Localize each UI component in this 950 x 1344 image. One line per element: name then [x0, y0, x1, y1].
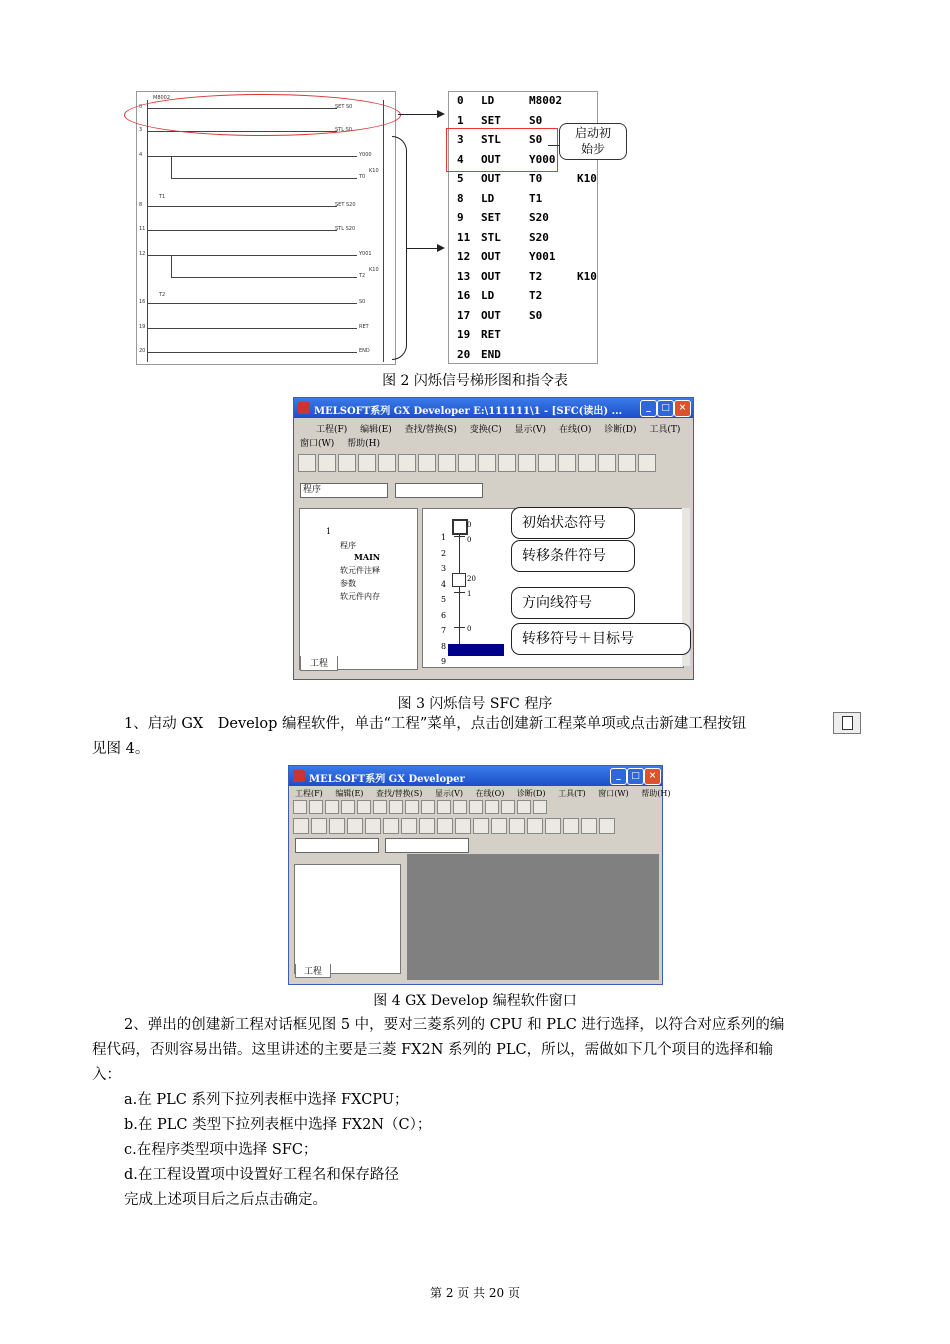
instruction-step: 0 — [457, 94, 464, 107]
main-toolbar — [293, 800, 549, 818]
device-batch-icon[interactable] — [618, 454, 636, 472]
arrow-line — [406, 248, 438, 249]
cut-icon[interactable] — [357, 800, 371, 814]
sfc-mark-label: 20 — [467, 575, 476, 583]
instruction-row — [449, 326, 597, 345]
sfc-row-number: 3 — [441, 564, 447, 573]
sfc-transition-mark[interactable] — [454, 627, 465, 628]
monitor-icon[interactable] — [517, 800, 531, 814]
write-plc-icon[interactable] — [485, 800, 499, 814]
instruction-op: STL — [481, 133, 501, 146]
list-item: b.在 PLC 类型下拉列表框中选择 FX2N（C）； — [124, 1117, 432, 1133]
copy-icon[interactable] — [373, 800, 387, 814]
workspace-area — [407, 854, 659, 980]
instruction-step: 8 — [457, 191, 464, 205]
instruction-row — [449, 346, 597, 365]
secondary-select[interactable] — [395, 483, 483, 498]
rung-number: 20 — [139, 348, 146, 354]
tab-project[interactable]: 工程 — [300, 656, 338, 671]
document-icon — [842, 716, 853, 730]
vline-icon[interactable] — [419, 818, 435, 834]
ladder-tool-icon[interactable] — [599, 818, 615, 834]
menu-item[interactable]: 编辑(E) — [335, 789, 364, 798]
sfc-direction-line — [459, 525, 460, 651]
undo-icon[interactable] — [438, 454, 456, 472]
gx-developer-window-sfc — [293, 397, 694, 680]
instruction-op: RET — [481, 328, 501, 341]
menu-item[interactable]: 窗口(W) — [300, 439, 335, 449]
callout-pointer — [548, 145, 560, 146]
zoom-icon[interactable] — [533, 800, 547, 814]
callout-direction-line: 方向线符号 — [511, 587, 635, 619]
tree-root[interactable]: 1 — [326, 527, 332, 536]
menu-item[interactable]: 查找/替换(S) — [375, 789, 423, 798]
callout-line: 始步 — [580, 142, 605, 156]
ladder-right-rail — [383, 100, 384, 362]
rung-line — [171, 178, 357, 179]
instruction-op: LD — [481, 191, 495, 205]
k-label: K10 — [369, 267, 379, 273]
instruction-op: STL — [481, 230, 501, 244]
ladder-tool-icon[interactable] — [581, 818, 597, 834]
minimize-icon[interactable]: _ — [640, 400, 657, 417]
rung-line — [147, 230, 337, 231]
new-project-button-icon — [833, 712, 861, 734]
menu-item[interactable]: 诊断(D) — [604, 425, 637, 435]
close-icon[interactable]: × — [674, 400, 691, 417]
sfc-row-number: 9 — [441, 657, 447, 666]
sfc-row-number: 4 — [441, 579, 447, 589]
rung-line — [147, 352, 357, 353]
redo-icon[interactable] — [421, 800, 435, 814]
sfc-mark-label: 1 — [467, 590, 472, 598]
instruction-arg: Y000 — [529, 152, 556, 166]
new-file-icon[interactable] — [293, 800, 307, 814]
sfc-mark-label: 0 — [467, 625, 472, 633]
instruction-op: SET — [481, 113, 501, 127]
menu-item[interactable]: 工具(T) — [649, 425, 681, 435]
menu-item[interactable]: 窗口(W) — [598, 789, 629, 798]
highlight-oval — [124, 94, 401, 136]
application-icon[interactable] — [383, 818, 399, 834]
window-title: MELSOFT系列 GX Developer — [309, 774, 465, 785]
instruction-row — [449, 268, 597, 287]
ladder-left-rail — [147, 100, 148, 362]
rung-number: 3 — [139, 127, 143, 133]
cut-icon[interactable] — [378, 454, 396, 472]
minimize-icon[interactable]: _ — [610, 768, 627, 785]
rung-coil: SET S20 — [335, 202, 356, 208]
instruction-op: OUT — [481, 172, 501, 185]
instruction-row — [449, 170, 597, 189]
program-list-icon[interactable] — [638, 454, 656, 472]
menu-item[interactable]: 查找/替换(S) — [404, 425, 457, 435]
instruction-step: 3 — [457, 133, 464, 146]
menu-item[interactable]: 帮助(H) — [641, 789, 671, 798]
paragraph-line: 完成上述项目后之后点击确定。 — [124, 1192, 327, 1208]
window-title: MELSOFT系列 GX Developer E:\111111\1 - [SFC(读出) ... — [314, 406, 623, 417]
instruction-step: 13 — [457, 269, 471, 283]
save-icon[interactable] — [325, 800, 339, 814]
sfc-step-box[interactable] — [452, 519, 468, 535]
figure-caption: 图 4 GX Develop 编程软件窗口 — [373, 993, 577, 1009]
search-icon[interactable] — [437, 800, 451, 814]
instruction-op: OUT — [481, 308, 501, 322]
menu-item[interactable]: 显示(V) — [514, 425, 547, 435]
rung-number: 19 — [139, 324, 146, 330]
instruction-step: 12 — [457, 250, 471, 263]
rung-number: 8 — [139, 202, 143, 208]
rung-number: 4 — [139, 152, 143, 158]
parallel-icon[interactable] — [329, 818, 345, 834]
instruction-arg: T2 — [529, 269, 543, 283]
callout-initial-state: 初始状态符号 — [511, 507, 635, 539]
redo-icon[interactable] — [458, 454, 476, 472]
menu-item[interactable]: 变换(C) — [469, 425, 502, 435]
k-label: K10 — [369, 168, 379, 174]
arrow-head — [437, 110, 445, 118]
parallel-b-icon[interactable] — [347, 818, 363, 834]
monitor-icon[interactable] — [578, 454, 596, 472]
rung-coil: S0 — [359, 299, 366, 305]
instruction-arg: M8002 — [529, 94, 563, 107]
instruction-step: 1 — [457, 113, 464, 127]
instruction-arg: S20 — [529, 211, 549, 224]
arrow-head — [437, 244, 445, 252]
hline-icon[interactable] — [401, 818, 417, 834]
instruction-row — [449, 190, 597, 209]
callout-start-step — [559, 123, 627, 160]
menu-item[interactable]: 诊断(D) — [516, 789, 546, 798]
paste-icon[interactable] — [389, 800, 403, 814]
maximize-icon[interactable]: □ — [627, 768, 644, 785]
instruction-op: LD — [481, 94, 495, 107]
sfc-row-number: 5 — [441, 595, 447, 604]
instruction-k: K10 — [577, 172, 597, 185]
menu-item[interactable]: 帮助(H) — [347, 439, 381, 449]
sfc-row-number: 1 — [441, 533, 447, 542]
app-logo-icon — [293, 770, 305, 782]
paragraph-line: 见图 4。 — [92, 741, 150, 757]
menu-item[interactable]: 在线(O) — [475, 789, 505, 798]
instruction-step: 20 — [457, 347, 471, 361]
ladder-toolbar — [293, 818, 617, 836]
instruction-row — [449, 248, 597, 267]
read-plc-icon[interactable] — [501, 800, 515, 814]
rung-coil: T0 — [359, 174, 366, 180]
instruction-row — [449, 209, 597, 228]
list-item: a.在 PLC 系列下拉列表框中选择 FXCPU； — [124, 1092, 409, 1108]
instruction-step: 9 — [457, 211, 464, 224]
menu-item[interactable]: 在线(O) — [558, 425, 592, 435]
rung-coil: END — [359, 348, 370, 354]
find-instruction-icon[interactable] — [469, 800, 483, 814]
rung-number: 16 — [139, 299, 146, 305]
menu-item[interactable]: 工具(T) — [558, 789, 586, 798]
contact-label: T1 — [159, 194, 166, 200]
find-device-icon[interactable] — [453, 800, 467, 814]
rung-line — [147, 156, 357, 157]
draw-line-icon[interactable] — [545, 818, 561, 834]
contact-b-icon[interactable] — [311, 818, 327, 834]
main-toolbar — [298, 454, 658, 472]
rung-line — [147, 255, 357, 256]
sfc-step-box[interactable] — [452, 573, 466, 587]
menubar — [295, 788, 671, 799]
print-icon[interactable] — [341, 800, 355, 814]
callout-transition-target: 转移符号＋目标号 — [511, 623, 691, 655]
page-footer: 第 2 页 共 20 页 — [430, 1286, 520, 1300]
instruction-step: 17 — [457, 308, 471, 322]
branch-line — [171, 156, 172, 178]
undo-icon[interactable] — [405, 800, 419, 814]
instruction-op: OUT — [481, 152, 501, 166]
instruction-row — [449, 307, 597, 326]
read-plc-icon[interactable] — [558, 454, 576, 472]
invert-icon[interactable] — [473, 818, 489, 834]
sfc-mark-label: 0 — [467, 536, 472, 544]
open-icon[interactable] — [309, 800, 323, 814]
secondary-select[interactable] — [385, 838, 469, 853]
instruction-op: OUT — [481, 250, 501, 263]
tree-item-memory[interactable]: 软元件内存 — [340, 592, 380, 601]
new-file-icon[interactable] — [298, 454, 316, 472]
instruction-arg: T2 — [529, 289, 543, 302]
instruction-arg: T1 — [529, 191, 543, 205]
rung-line — [147, 303, 357, 304]
program-select[interactable] — [295, 838, 379, 853]
sfc-mark-label: 0 — [467, 521, 472, 529]
sfc-transition-mark[interactable] — [454, 592, 465, 593]
rung-coil: RET — [359, 324, 369, 330]
sfc-row-number: 7 — [441, 626, 447, 635]
menubar — [316, 422, 693, 435]
highlight-box — [446, 128, 558, 172]
menu-item[interactable]: 工程(F) — [316, 425, 348, 435]
menu-item[interactable]: 编辑(E) — [360, 425, 392, 435]
rung-coil: STL S20 — [335, 226, 356, 232]
sfc-cursor — [448, 644, 504, 656]
instruction-step: 5 — [457, 172, 464, 185]
rung-coil: T2 — [359, 273, 366, 279]
tab-project[interactable]: 工程 — [295, 964, 331, 978]
rung-number: 0 — [139, 104, 143, 110]
instruction-row — [449, 92, 597, 111]
program-select[interactable]: 程序 — [300, 483, 388, 498]
save-icon[interactable] — [338, 454, 356, 472]
coil-icon[interactable] — [365, 818, 381, 834]
delete-vline-icon[interactable] — [527, 818, 543, 834]
window-titlebar — [294, 398, 693, 418]
instruction-arg: S20 — [529, 230, 549, 244]
instruction-step: 16 — [457, 289, 471, 302]
figure-caption: 图 2 闪烁信号梯形图和指令表 — [382, 373, 568, 389]
tree-item-main[interactable]: MAIN — [354, 552, 381, 562]
sfc-row-number: 8 — [441, 641, 447, 651]
contact-label: T2 — [159, 292, 166, 298]
list-item: c.在程序类型项中选择 SFC； — [124, 1142, 318, 1158]
rung-line — [171, 277, 357, 278]
figure-caption: 图 3 闪烁信号 SFC 程序 — [397, 696, 553, 712]
rung-coil: Y000 — [359, 152, 372, 158]
menubar-row2 — [300, 436, 693, 449]
find-device-icon[interactable] — [498, 454, 516, 472]
list-item: d.在工程设置项中设置好工程名和保存路径 — [124, 1167, 399, 1183]
rung-number: 12 — [139, 251, 146, 257]
paste-icon[interactable] — [418, 454, 436, 472]
instruction-op: LD — [481, 289, 495, 302]
instruction-arg: S0 — [529, 133, 543, 146]
instruction-arg: T0 — [529, 172, 543, 185]
sfc-row-number: 2 — [441, 548, 447, 558]
instruction-op: END — [481, 347, 501, 361]
copy-icon[interactable] — [398, 454, 416, 472]
close-icon[interactable]: × — [644, 768, 661, 785]
paragraph-line: 1、启动 GX Develop 编程软件，单击“工程”菜单，点击创建新工程菜单项或点击新建工程按钮 — [124, 716, 747, 732]
rung-coil: STL S0 — [335, 127, 352, 133]
print-icon[interactable] — [358, 454, 376, 472]
instruction-arg: Y001 — [529, 250, 556, 263]
paragraph-line: 程代码，否则容易出错。这里讲述的主要是三菱 FX2N 系列的 PLC，所以，需做如下几个项目的选择和输 — [92, 1042, 774, 1058]
maximize-icon[interactable]: □ — [657, 400, 674, 417]
open-icon[interactable] — [318, 454, 336, 472]
sfc-transition-mark[interactable] — [454, 536, 465, 537]
rung-line — [147, 328, 357, 329]
delete-line-icon[interactable] — [509, 818, 525, 834]
zoom-icon[interactable] — [598, 454, 616, 472]
tree-item-parameter[interactable]: 参数 — [340, 579, 356, 588]
instruction-step: 11 — [457, 230, 471, 244]
menu-item[interactable]: 显示(V) — [434, 789, 463, 798]
instruction-op: SET — [481, 211, 501, 224]
instruction-k: K10 — [577, 269, 597, 283]
operation-icon[interactable] — [491, 818, 507, 834]
instruction-row — [449, 287, 597, 306]
callout-line: 启动初 — [574, 126, 611, 140]
pulse-icon[interactable] — [437, 818, 453, 834]
rung-coil: Y001 — [359, 251, 372, 257]
tree-item-program[interactable]: 程序 — [340, 541, 356, 550]
window-titlebar — [289, 766, 662, 786]
branch-line — [171, 255, 172, 277]
search-icon[interactable] — [478, 454, 496, 472]
contact-icon[interactable] — [293, 818, 309, 834]
menu-item[interactable]: 工程(F) — [295, 789, 323, 798]
project-tree — [299, 508, 418, 670]
pulse-b-icon[interactable] — [455, 818, 471, 834]
instruction-op: OUT — [481, 269, 501, 283]
project-tree — [294, 864, 401, 974]
instruction-step: 4 — [457, 152, 464, 166]
ladder-contact-label: M8002 — [153, 95, 171, 101]
instruction-row — [449, 229, 597, 248]
instruction-arg: S0 — [529, 113, 543, 127]
sfc-row-number: 6 — [441, 610, 447, 620]
rung-number: 11 — [139, 226, 146, 232]
app-logo-icon — [298, 402, 310, 414]
paragraph-line: 入： — [92, 1067, 121, 1083]
tree-item-comment[interactable]: 软元件注释 — [340, 566, 380, 575]
instruction-arg: S0 — [529, 308, 543, 322]
paragraph-line: 2、弹出的创建新工程对话框见图 5 中，要对三菱系列的 CPU 和 PLC 进行选择，以符合对应系列的编 — [124, 1017, 785, 1033]
write-plc-icon[interactable] — [538, 454, 556, 472]
find-instruction-icon[interactable] — [518, 454, 536, 472]
erase-line-icon[interactable] — [563, 818, 579, 834]
instruction-step: 19 — [457, 328, 471, 341]
rung-line — [147, 206, 337, 207]
grouping-bracket — [392, 136, 407, 360]
gx-developer-window — [288, 765, 671, 985]
arrow-line — [398, 114, 438, 115]
callout-transition-condition: 转移条件符号 — [511, 540, 635, 572]
rung-coil: SET S0 — [335, 104, 353, 110]
